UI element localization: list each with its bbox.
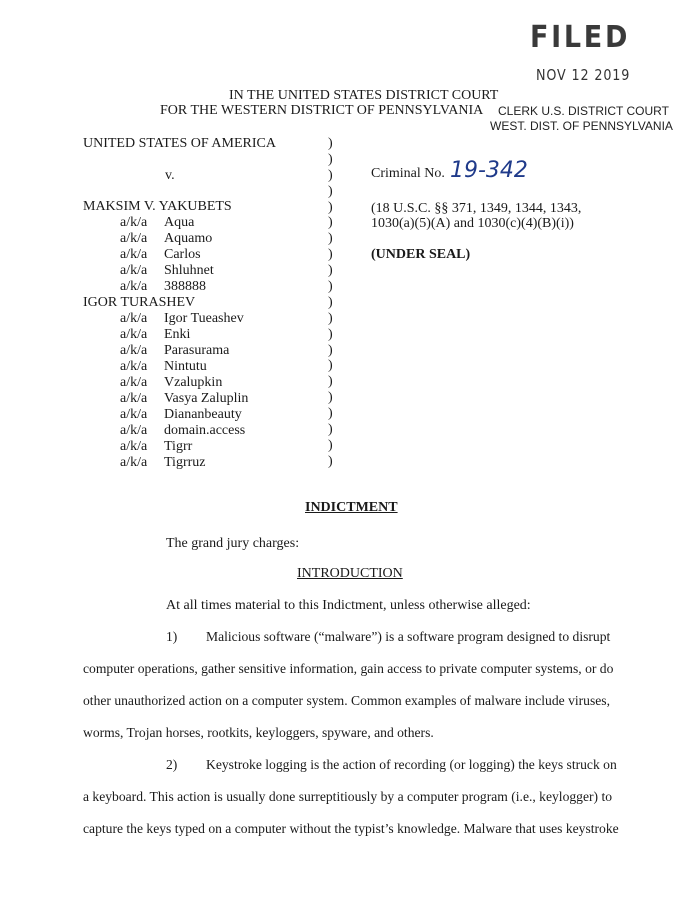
filed-stamp: FILED <box>530 20 631 55</box>
alias-row <box>120 327 190 343</box>
clerk-stamp-line1: CLERK U.S. DISTRICT COURT <box>498 104 669 118</box>
paragraph-text: Keystroke logging is the action of recording (or logging) the keys struck on <box>206 757 617 772</box>
aka-label: a/k/a <box>120 343 148 358</box>
introduction-heading: INTRODUCTION <box>297 566 403 581</box>
aka-label: a/k/a <box>120 391 148 406</box>
paragraph-2-line3: capture the keys typed on a computer without the typist’s knowledge. Malware that uses keystroke <box>83 821 619 836</box>
defendant-1-name: MAKSIM V. YAKUBETS <box>83 199 232 214</box>
criminal-number-label: Criminal No. <box>371 166 445 181</box>
alias-name: Enki <box>164 327 191 342</box>
court-title-line1: IN THE UNITED STATES DISTRICT COURT <box>229 88 499 103</box>
alias-row <box>120 359 207 375</box>
alias-name: Tigrr <box>164 439 193 454</box>
alias-name: Nintutu <box>164 359 207 374</box>
alias-name: domain.access <box>164 423 246 438</box>
caption-divider: ) ) ) ) ) ) ) ) ) ) ) ) ) ) ) ) ) ) ) ) ) <box>328 136 333 469</box>
aka-label: a/k/a <box>120 327 148 342</box>
aka-label: a/k/a <box>120 215 148 230</box>
aka-label: a/k/a <box>120 407 148 422</box>
paragraph-2-line1 <box>166 757 617 773</box>
versus-label: v. <box>165 168 175 183</box>
alias-row <box>120 407 242 423</box>
filed-date-stamp: NOV 12 2019 <box>536 66 631 84</box>
alias-row <box>120 423 245 439</box>
alias-row <box>120 455 206 471</box>
plaintiff-name: UNITED STATES OF AMERICA <box>83 136 276 151</box>
paragraph-number: 2) <box>166 757 178 772</box>
alias-row <box>120 263 214 279</box>
paragraph-number: 1) <box>166 629 178 644</box>
aka-label: a/k/a <box>120 359 148 374</box>
aka-label: a/k/a <box>120 247 148 262</box>
alias-name: Aqua <box>164 215 195 230</box>
defendant-2-name: IGOR TURASHEV <box>83 295 196 310</box>
aka-label: a/k/a <box>120 311 148 326</box>
paragraph-1-line2: computer operations, gather sensitive information, gain access to private computer systems, or do <box>83 661 614 676</box>
alias-name: Aquamo <box>164 231 213 246</box>
alias-row <box>120 391 248 407</box>
alias-row <box>120 343 229 359</box>
alias-name: 388888 <box>164 279 206 294</box>
aka-label: a/k/a <box>120 439 148 454</box>
aka-label: a/k/a <box>120 263 148 278</box>
paragraph-1-line1 <box>166 629 610 645</box>
indictment-heading: INDICTMENT <box>305 500 398 515</box>
statutes-line2: 1030(a)(5)(A) and 1030(c)(4)(B)(i)) <box>371 216 574 231</box>
alias-row <box>120 215 194 231</box>
alias-row <box>120 247 201 263</box>
court-title-line2: FOR THE WESTERN DISTRICT OF PENNSYLVANIA <box>160 103 484 118</box>
statutes-line1: (18 U.S.C. §§ 371, 1349, 1344, 1343, <box>371 201 582 216</box>
aka-label: a/k/a <box>120 455 148 470</box>
alias-name: Shluhnet <box>164 263 214 278</box>
alias-row <box>120 375 222 391</box>
all-times-sentence: At all times material to this Indictment, unless otherwise alleged: <box>166 598 531 613</box>
aka-label: a/k/a <box>120 375 148 390</box>
alias-row <box>120 439 192 455</box>
paragraph-1-line4: worms, Trojan horses, rootkits, keyloggers, spyware, and others. <box>83 725 434 740</box>
criminal-number-handwritten: 19-342 <box>450 158 528 183</box>
alias-name: Diananbeauty <box>164 407 242 422</box>
aka-label: a/k/a <box>120 279 148 294</box>
alias-row <box>120 279 206 295</box>
aka-label: a/k/a <box>120 423 148 438</box>
grand-jury-charges: The grand jury charges: <box>166 536 300 551</box>
alias-name: Vasya Zaluplin <box>164 391 249 406</box>
clerk-stamp-line2: WEST. DIST. OF PENNSYLVANIA <box>490 119 673 133</box>
alias-name: Vzalupkin <box>164 375 223 390</box>
alias-row <box>120 231 212 247</box>
aka-label: a/k/a <box>120 231 148 246</box>
alias-name: Parasurama <box>164 343 230 358</box>
alias-name: Tigrruz <box>164 455 206 470</box>
paragraph-1-line3: other unauthorized action on a computer system. Common examples of malware include viruses, <box>83 693 610 708</box>
paragraph-text: Malicious software (“malware”) is a software program designed to disrupt <box>206 629 611 644</box>
under-seal-label: (UNDER SEAL) <box>371 247 471 262</box>
alias-row <box>120 311 244 327</box>
paragraph-2-line2: a keyboard. This action is usually done surreptitiously by a computer program (i.e., keylogger) to <box>83 789 613 804</box>
alias-name: Carlos <box>164 247 201 262</box>
alias-name: Igor Tueashev <box>164 311 244 326</box>
